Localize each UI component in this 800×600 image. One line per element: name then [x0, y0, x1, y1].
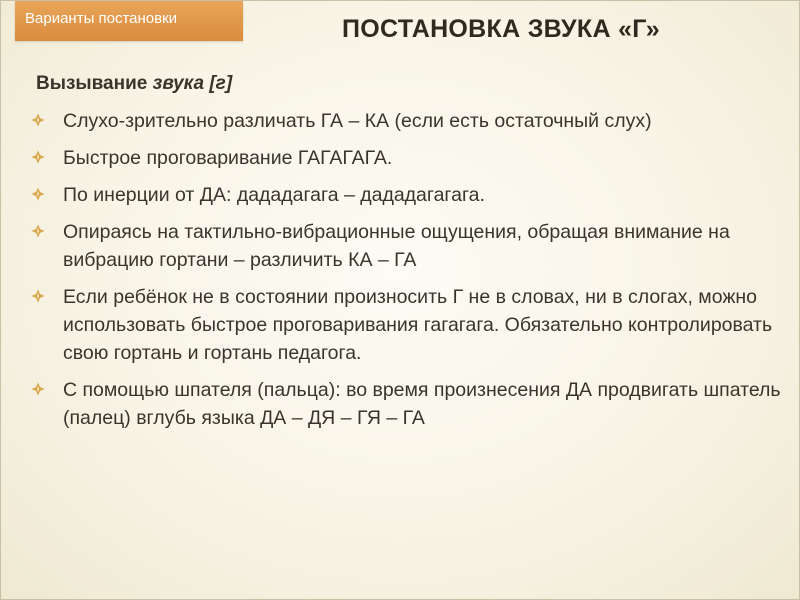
section-heading — [36, 71, 232, 97]
diamond-bullet-icon — [31, 382, 45, 396]
bullet-text: Слухо-зрительно различать ГА – КА (если есть остаточный слух) — [63, 110, 652, 132]
section-heading-italic: звука [г] — [152, 73, 233, 94]
slide-title: ПОСТАНОВКА ЗВУКА «Г» — [341, 15, 660, 43]
diamond-bullet-icon — [31, 150, 45, 164]
bullet-list — [31, 107, 781, 441]
diamond-bullet-icon — [31, 289, 45, 303]
bullet-text: Опираясь на тактильно-вибрационные ощущения, обращая внимание на вибрацию гортани – различить КА – ГА — [63, 221, 730, 271]
diamond-bullet-icon — [31, 187, 45, 201]
bullet-item — [31, 283, 781, 367]
bullet-item — [31, 107, 781, 135]
bullet-item — [31, 181, 781, 209]
diamond-bullet-icon — [31, 224, 45, 238]
bullet-text: Быстрое проговаривание ГАГАГАГА. — [63, 147, 393, 169]
section-heading-prefix: Вызывание — [36, 73, 153, 94]
bullet-text: С помощью шпателя (пальца): во время произнесения ДА продвигать шпатель (палец) вглубь языка ДА – ДЯ – ГЯ – ГА — [63, 379, 781, 429]
bullet-item — [31, 218, 781, 274]
bullet-item — [31, 376, 781, 432]
section-tab-label: Варианты постановки — [15, 1, 243, 41]
bullet-text: Если ребёнок не в состоянии произносить Г не в словах, ни в слогах, можно использовать быстрое проговаривания гагагага. Обязательно контролировать свою гортань и гортань педагога. — [63, 286, 773, 364]
bullet-item — [31, 144, 781, 172]
diamond-bullet-icon — [31, 113, 45, 127]
bullet-text: По инерции от ДА: дададагага – дададагагага. — [63, 184, 485, 206]
